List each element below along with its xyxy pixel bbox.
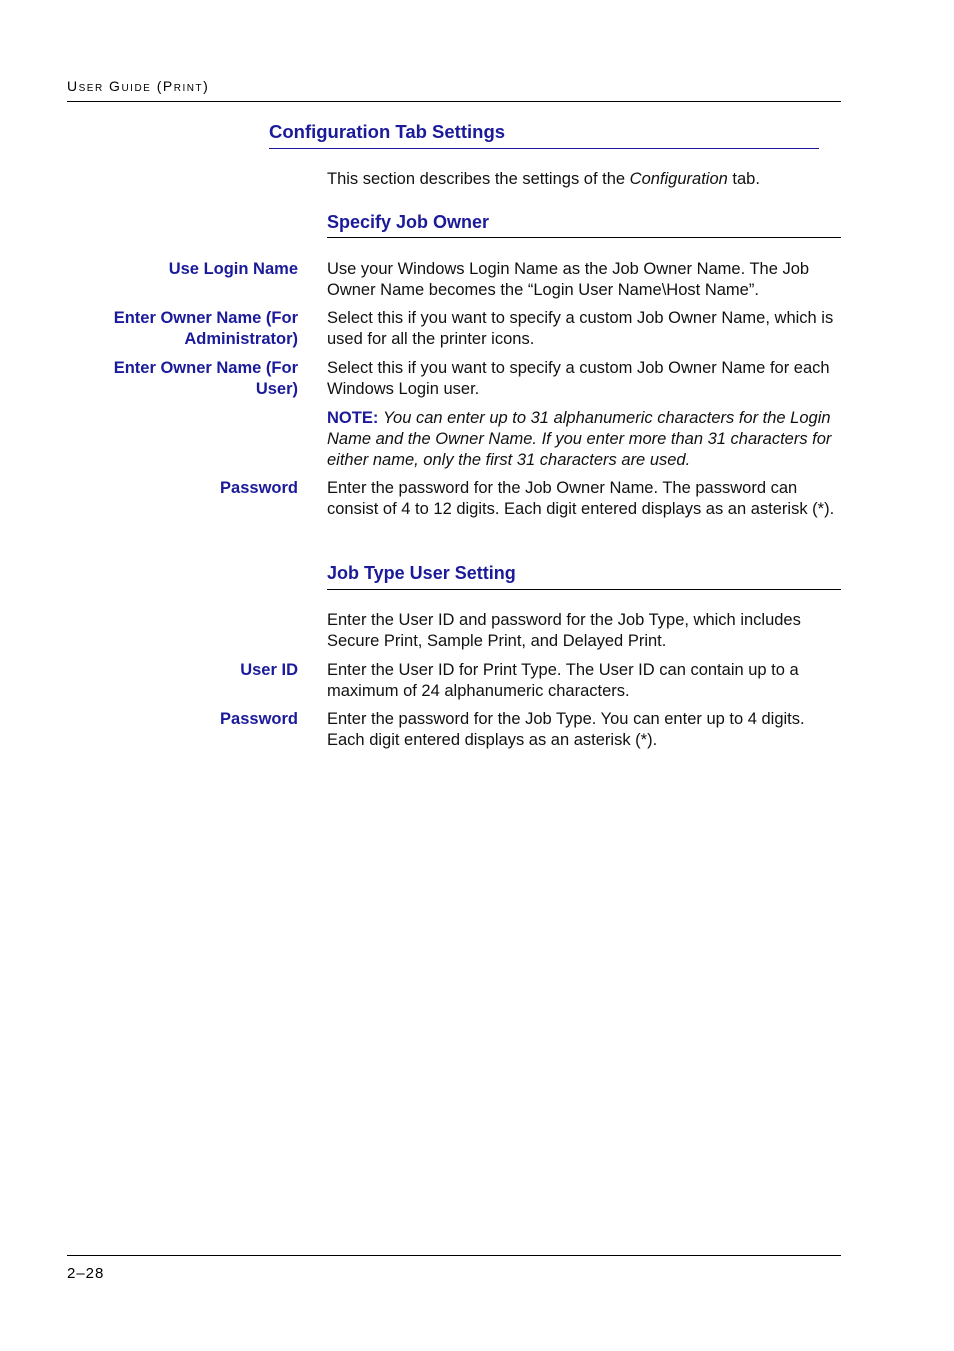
running-header: User Guide (Print) [67,78,210,94]
desc-use-login-name: Use your Windows Login Name as the Job Owner Name. The Job Owner Name becomes the “Login User Name\Host Name”. [327,260,810,299]
note-text: You can enter up to 31 alphanumeric characters for the Login Name and the Owner Name. If you enter more than 31 characters for either name, only the first 31 characters are used. [327,409,832,469]
job-type-intro: Enter the User ID and password for the Job Type, which includes Secure Print, Sample Print, and Delayed Print. [327,611,801,650]
term-enter-owner-name-user: Enter Owner Name (For User) [113,359,298,398]
section-intro-emphasis: Configuration [629,170,728,188]
term-password-owner: Password [220,479,298,497]
header-rule [67,101,841,102]
term-user-id: User ID [240,661,298,679]
section-title-rule [269,148,819,149]
desc-password-owner: Enter the password for the Job Owner Name. The password can consist of 4 to 12 digits. Each digit entered displays as an asterisk (*). [327,479,835,518]
subsection-title-job-type-user-setting: Job Type User Setting [327,563,516,583]
desc-enter-owner-name-admin: Select this if you want to specify a custom Job Owner Name, which is used for all the printer icons. [327,309,834,348]
desc-password-job-type: Enter the password for the Job Type. You can enter up to 4 digits. Each digit entered displays as an asterisk (*). [327,710,805,749]
desc-user-id: Enter the User ID for Print Type. The User ID can contain up to a maximum of 24 alphanumeric characters. [327,661,799,700]
note-label: NOTE: [327,409,379,427]
term-use-login-name: Use Login Name [168,260,298,278]
subsection-title-specify-job-owner: Specify Job Owner [327,212,490,232]
page-number: 2–28 [67,1265,105,1282]
footer-rule [67,1255,841,1256]
section-title: Configuration Tab Settings [269,121,506,142]
section-intro-text: This section describes the settings of the [327,170,630,188]
term-enter-owner-name-admin: Enter Owner Name (For Administrator) [113,309,298,348]
subsection-rule-2 [327,589,841,590]
section-intro [327,169,842,190]
term-password-job-type: Password [220,710,298,728]
desc-enter-owner-name-user: Select this if you want to specify a custom Job Owner Name for each Windows Login user. [327,359,830,398]
subsection-rule [327,237,841,238]
section-intro-text-end: tab. [727,170,760,188]
note [327,408,842,471]
